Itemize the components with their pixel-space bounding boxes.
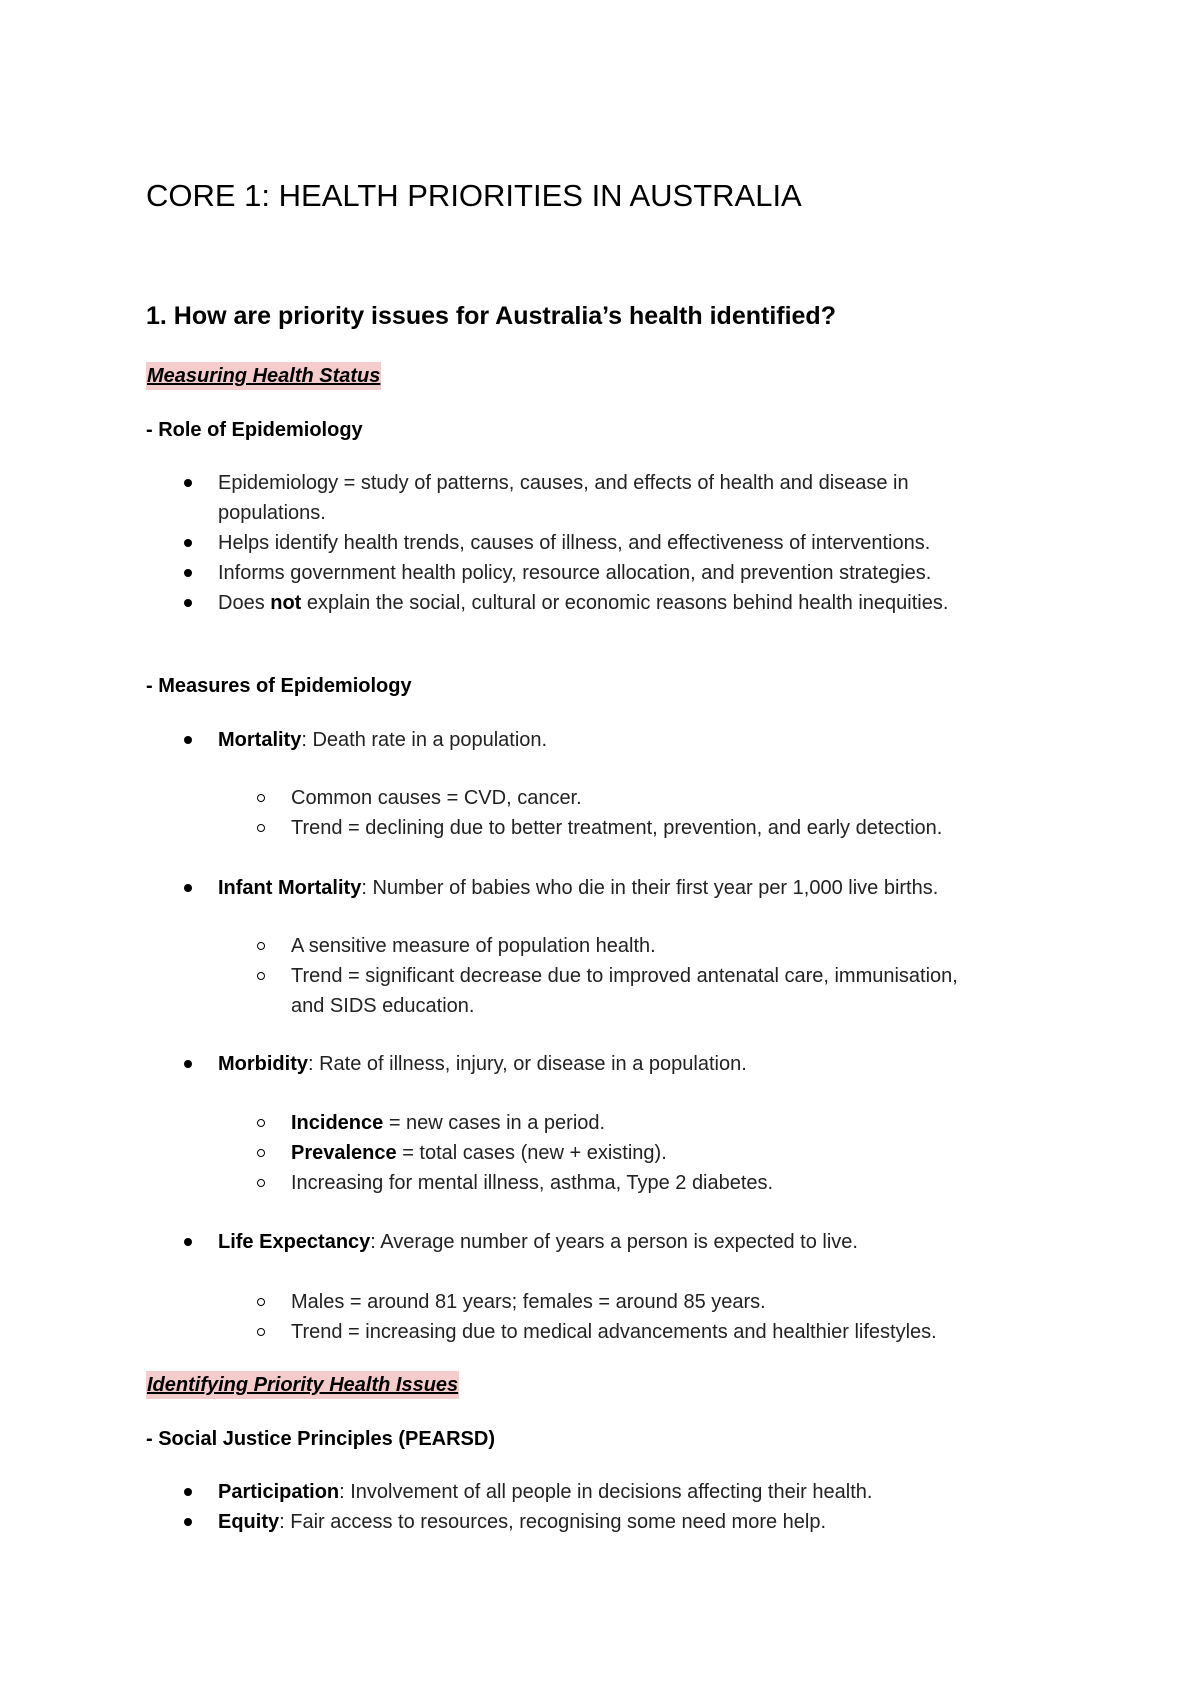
sub-list-item: Common causes = CVD, cancer. [291, 787, 582, 809]
sub-list-item: Trend = increasing due to medical advancements and healthier lifestyles. [291, 1321, 937, 1343]
sub-list-item: Males = around 81 years; females = around 85 years. [291, 1291, 766, 1313]
list-item-pre: Does [218, 592, 271, 614]
sub-bullet-icon [257, 1119, 265, 1127]
term-equity: Equity [218, 1511, 280, 1533]
section-heading-identifying [146, 1371, 459, 1399]
sub-list-item: A sensitive measure of population health. [291, 935, 656, 957]
sub-bullet-icon [257, 1179, 265, 1187]
definition-life-expectancy: : Average number of years a person is expected to live. [370, 1231, 858, 1253]
term-participation: Participation [218, 1481, 340, 1503]
bullet-icon [184, 1518, 192, 1526]
list-item-continued: populations. [218, 502, 326, 524]
measures-heading: - Measures of Epidemiology [146, 675, 412, 697]
section-heading-measuring-text: Measuring Health Status [146, 362, 381, 390]
document-title: CORE 1: HEALTH PRIORITIES IN AUSTRALIA [146, 178, 802, 213]
list-item [218, 588, 948, 618]
question-heading: 1. How are priority issues for Australia’s health identified? [146, 302, 836, 330]
sub-bullet-icon [257, 1298, 265, 1306]
definition-prevalence: = total cases (new + existing). [396, 1142, 667, 1164]
term-prevalence: Prevalence [291, 1142, 397, 1164]
bullet-icon [184, 599, 192, 607]
list-item-equity [218, 1507, 826, 1537]
list-item-infant-mortality [218, 873, 938, 903]
sub-bullet-icon [257, 972, 265, 980]
list-item-mortality [218, 725, 547, 755]
sub-bullet-icon [257, 794, 265, 802]
sub-list-item: Trend = significant decrease due to improved antenatal care, immunisation, [291, 965, 958, 987]
sub-bullet-icon [257, 824, 265, 832]
list-item-life-expectancy [218, 1227, 858, 1257]
list-item-morbidity [218, 1049, 747, 1079]
definition-participation: : Involvement of all people in decisions affecting their health. [339, 1481, 873, 1503]
term-incidence: Incidence [291, 1112, 384, 1134]
term-mortality: Mortality [218, 729, 302, 751]
bullet-icon [184, 884, 192, 892]
list-item: Epidemiology = study of patterns, causes, and effects of health and disease in [218, 472, 909, 494]
definition-incidence: = new cases in a period. [383, 1112, 606, 1134]
definition-morbidity: : Rate of illness, injury, or disease in a population. [308, 1053, 747, 1075]
sub-bullet-icon [257, 1149, 265, 1157]
bullet-icon [184, 539, 192, 547]
bullet-icon [184, 1060, 192, 1068]
sub-list-item [291, 1138, 667, 1168]
social-justice-heading: - Social Justice Principles (PEARSD) [146, 1428, 495, 1450]
list-item-participation [218, 1477, 872, 1507]
section-heading-measuring [146, 362, 381, 390]
bullet-icon [184, 479, 192, 487]
bullet-icon [184, 569, 192, 577]
bullet-icon [184, 1488, 192, 1496]
sub-bullet-icon [257, 942, 265, 950]
definition-equity: : Fair access to resources, recognising some need more help. [279, 1511, 827, 1533]
sub-bullet-icon [257, 1328, 265, 1336]
section-heading-identifying-text: Identifying Priority Health Issues [146, 1371, 459, 1399]
role-heading: - Role of Epidemiology [146, 419, 363, 441]
sub-list-item [291, 1108, 605, 1138]
definition-infant-mortality: : Number of babies who die in their first year per 1,000 live births. [361, 877, 939, 899]
emphasis-not: not [270, 592, 302, 614]
term-life-expectancy: Life Expectancy [218, 1231, 371, 1253]
term-morbidity: Morbidity [218, 1053, 308, 1075]
definition-mortality: : Death rate in a population. [301, 729, 548, 751]
list-item: Informs government health policy, resource allocation, and prevention strategies. [218, 562, 932, 584]
sub-list-item: Increasing for mental illness, asthma, Type 2 diabetes. [291, 1172, 774, 1194]
sub-list-item: Trend = declining due to better treatment, prevention, and early detection. [291, 817, 943, 839]
term-infant-mortality: Infant Mortality [218, 877, 362, 899]
list-item: Helps identify health trends, causes of illness, and effectiveness of interventions. [218, 532, 931, 554]
bullet-icon [184, 1238, 192, 1246]
bullet-icon [184, 736, 192, 744]
list-item-post: explain the social, cultural or economic reasons behind health inequities. [301, 592, 949, 614]
sub-list-item-continued: and SIDS education. [291, 995, 475, 1017]
